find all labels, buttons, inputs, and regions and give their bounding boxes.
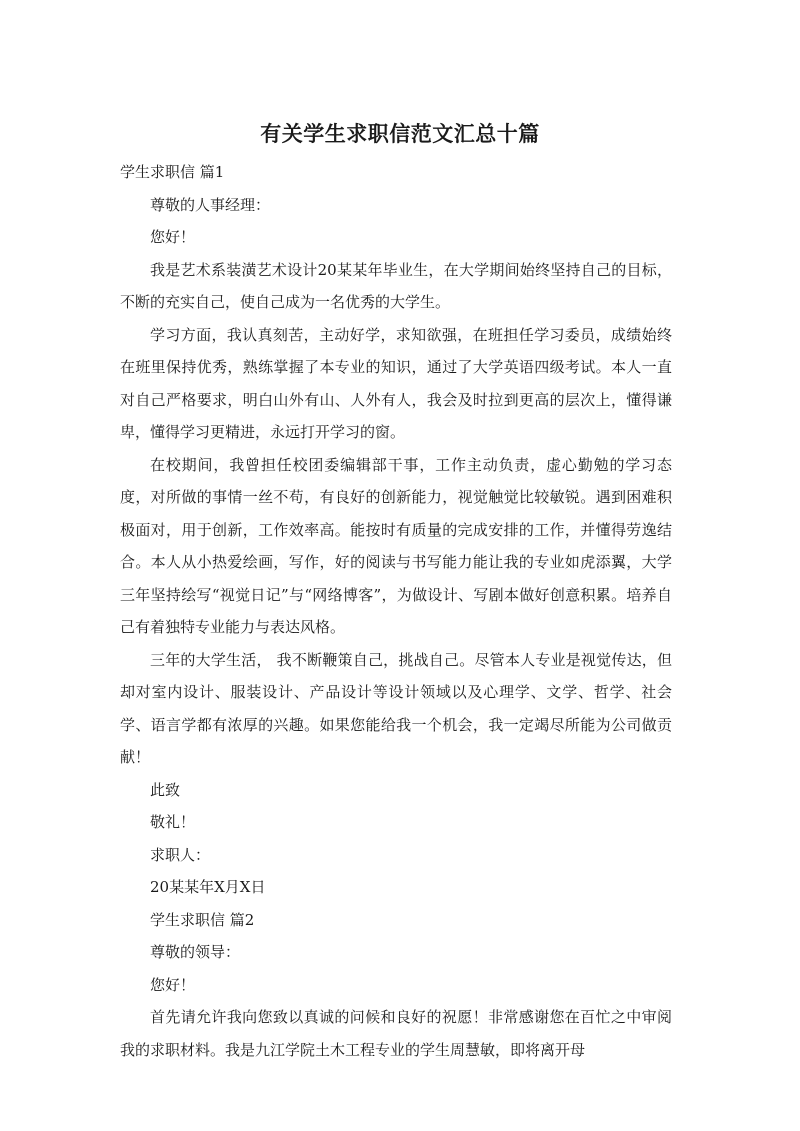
document-title: 有关学生求职信范文汇总十篇 [260, 122, 540, 146]
paragraph-opening-2: 首先请允许我向您致以真诚的问候和良好的祝愿！非常感谢您在百忙之中审阅我的求职材料。我是九江学院土木工程专业的学生周慧敏，即将离开母 [120, 1008, 672, 1059]
salutation: 尊敬的人事经理： [150, 195, 271, 214]
greeting: 您好！ [150, 228, 196, 246]
paragraph-study: 学习方面，我认真刻苦，主动好学，求知欲强，在班担任学习委员，成绩始终在班里保持优秀，熟练掌握了本专业的知识，通过了大学英语四级考试。本人一直对自己严格要求，明白山外有山、人外有人，我会及时拉到更高的层次上，懂得谦卑，懂得学习更精进，永远打开学习的窗。 [120, 325, 672, 441]
salutation-2: 尊敬的领导： [150, 943, 241, 961]
paragraph-intro: 我是艺术系装潢艺术设计20某某年毕业生，在大学期间始终坚持自己的目标，不断的充实自己，使自己成为一名优秀的大学生。 [120, 260, 672, 311]
section-heading-2: 学生求职信 篇2 [150, 910, 255, 929]
closing-regards: 此致 [150, 780, 181, 799]
signature-label: 求职人： [150, 845, 211, 864]
letter-date: 20某某年X月X日 [150, 878, 266, 896]
document-body [120, 156, 672, 1066]
paragraph-campus: 在校期间，我曾担任校团委编辑部干事，工作主动负责，虚心勤勉的学习态度，对所做的事情一丝不苟，有良好的创新能力，视觉触觉比较敏锐。遇到困难积极面对，用于创新，工作效率高。能按时有质量的完成安排的工作，并懂得劳逸结合。本人从小热爱绘画，写作，好的阅读与书写能力能让我的专业如虎添翼，大学三年坚持绘写“视觉日记”与“网络博客”，为做设计、写剧本做好创意积累。培养自己有着独特专业能力与表达风格。 [120, 455, 672, 636]
paragraph-conclusion: 三年的大学生活， 我不断鞭策自己，挑战自己。尽管本人专业是视觉传达，但却对室内设计、服装设计、产品设计等设计领域以及心理学、文学、哲学、社会学、语言学都有浓厚的兴趣。如果您能给我一个机会，我一定竭尽所能为公司做贡献！ [120, 650, 672, 766]
greeting-2: 您好！ [150, 975, 196, 994]
section-heading-1: 学生求职信 篇1 [120, 163, 225, 181]
closing-salute: 敬礼！ [150, 813, 196, 831]
